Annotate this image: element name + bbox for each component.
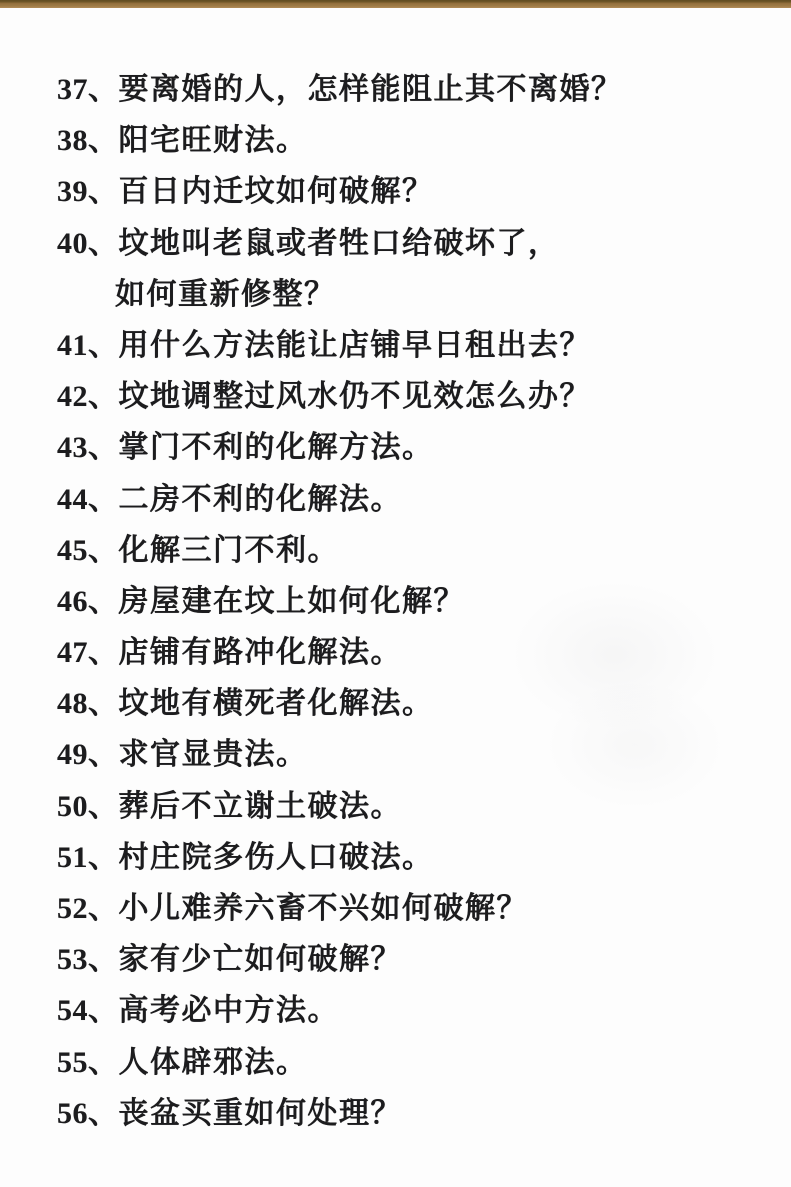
list-item xyxy=(57,985,757,1036)
item-number: 40、 xyxy=(57,226,119,260)
item-text: 高考必中方法。 xyxy=(118,994,339,1028)
list-item xyxy=(57,1037,757,1088)
list-item xyxy=(57,64,757,115)
list-item xyxy=(57,115,757,166)
item-number: 45、 xyxy=(57,533,119,567)
list-item xyxy=(57,218,757,269)
item-text: 掌门不利的化解方法。 xyxy=(118,431,434,465)
list-item xyxy=(57,269,757,320)
item-number: 54、 xyxy=(57,994,119,1028)
item-number: 43、 xyxy=(57,431,119,465)
item-number: 49、 xyxy=(57,738,119,772)
item-text: 坟地有横死者化解法。 xyxy=(118,687,434,721)
item-text: 要离婚的人，怎样能阻止其不离婚？ xyxy=(118,73,623,106)
list-item xyxy=(57,576,757,627)
item-number: 41、 xyxy=(57,328,119,362)
list-item xyxy=(57,166,757,217)
question-list xyxy=(57,64,757,1139)
item-text: 阳宅旺财法。 xyxy=(118,124,308,158)
item-number: 38、 xyxy=(57,124,119,158)
top-border-bar xyxy=(0,0,791,8)
item-text: 人体辟邪法。 xyxy=(118,1045,308,1079)
item-text: 小儿难养六畜不兴如何破解？ xyxy=(118,892,528,925)
list-item xyxy=(57,474,757,525)
item-text: 二房不利的化解法。 xyxy=(118,482,402,516)
item-number: 55、 xyxy=(57,1045,119,1079)
item-text: 用什么方法能让店铺早日租出去？ xyxy=(118,328,591,362)
item-text: 坟地调整过风水仍不见效怎么办？ xyxy=(118,380,591,414)
list-item xyxy=(57,934,757,985)
item-text: 丧盆买重如何处理？ xyxy=(118,1096,402,1130)
item-text: 村庄院多伤人口破法。 xyxy=(118,840,434,874)
list-item xyxy=(57,320,757,371)
item-text: 店铺有路冲化解法。 xyxy=(118,636,402,670)
item-number: 37、 xyxy=(57,73,119,106)
item-number: 48、 xyxy=(57,687,119,721)
list-item xyxy=(57,422,757,473)
item-number: 39、 xyxy=(57,175,119,209)
item-text: 坟地叫老鼠或者牲口给破坏了， xyxy=(118,226,560,260)
item-text: 葬后不立谢土破法。 xyxy=(118,789,402,823)
list-item xyxy=(57,832,757,883)
item-number: 52、 xyxy=(57,892,119,925)
item-number: 53、 xyxy=(57,943,119,977)
list-item xyxy=(57,1088,757,1139)
item-number: 51、 xyxy=(57,840,119,874)
item-number: 42、 xyxy=(57,380,119,414)
item-number: 47、 xyxy=(57,636,119,670)
item-number: 50、 xyxy=(57,789,119,823)
list-item xyxy=(57,627,757,678)
list-item xyxy=(57,678,757,729)
item-number: 56、 xyxy=(57,1096,119,1130)
item-text: 化解三门不利。 xyxy=(118,533,339,567)
list-item xyxy=(57,883,757,934)
item-number: 46、 xyxy=(57,584,119,618)
item-text: 百日内迁坟如何破解？ xyxy=(118,175,434,209)
item-text: 如何重新修整？ xyxy=(115,277,336,311)
list-item xyxy=(57,371,757,422)
list-item xyxy=(57,781,757,832)
list-item xyxy=(57,729,757,780)
item-text: 家有少亡如何破解？ xyxy=(118,943,402,977)
item-text: 房屋建在坟上如何化解？ xyxy=(118,584,465,618)
list-item xyxy=(57,525,757,576)
item-text: 求官显贵法。 xyxy=(118,738,308,772)
item-number: 44、 xyxy=(57,482,119,516)
